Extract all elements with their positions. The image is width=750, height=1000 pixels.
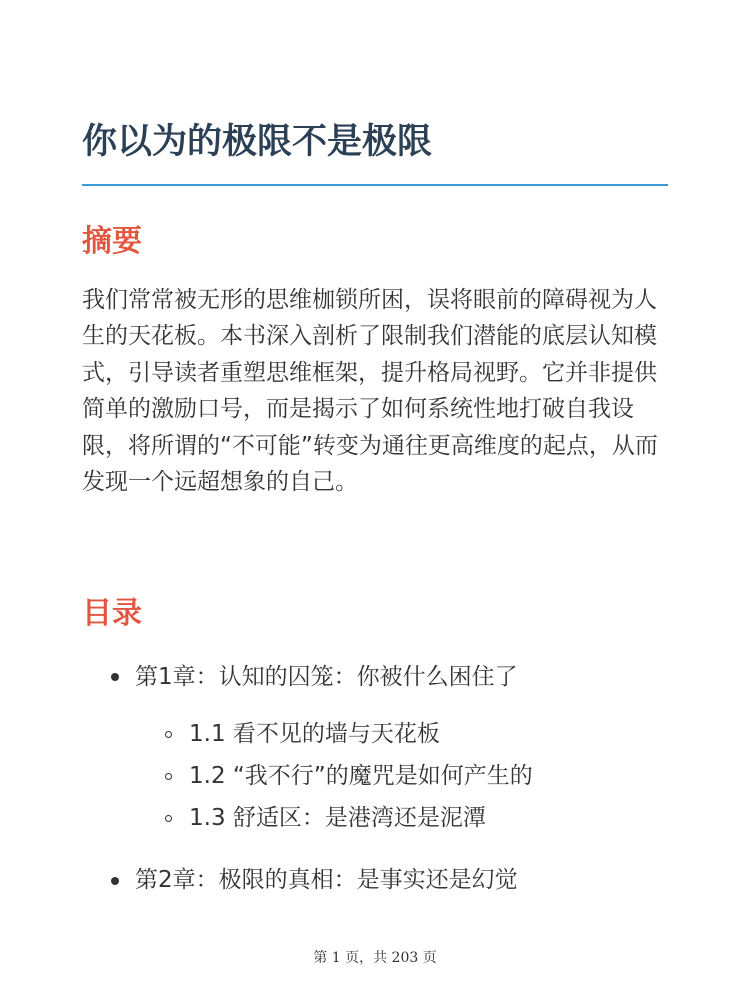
bullet-disc-icon xyxy=(111,877,119,885)
toc-chapter-2[interactable]: 第2章：极限的真相：是事实还是幻觉 xyxy=(135,867,518,893)
bullet-circle-icon xyxy=(165,731,172,738)
title-divider xyxy=(82,184,668,186)
page-footer: 第 1 页，共 203 页 xyxy=(313,950,437,966)
bullet-disc-icon xyxy=(111,673,119,681)
abstract-heading: 摘要 xyxy=(82,224,142,259)
toc-section-1-1[interactable]: 1.1 看不见的墙与天花板 xyxy=(189,721,440,747)
toc-section-1-2[interactable]: 1.2 “我不行”的魔咒是如何产生的 xyxy=(189,763,533,789)
abstract-text: 我们常常被无形的思维枷锁所困，误将眼前的障碍视为人生的天花板。本书深入剖析了限制我们潜能的底层认知模式，引导读者重塑思维框架，提升格局视野。它并非提供简单的激励口号，而是揭示了如何系统性地打破自我设限，将所谓的“不可能”转变为通往更高维度的起点，从而发现一个远超想象的自己。 xyxy=(82,287,658,496)
toc-section-1-3[interactable]: 1.3 舒适区：是港湾还是泥潭 xyxy=(189,805,486,831)
toc-chapter-1[interactable]: 第1章：认知的囚笼：你被什么困住了 xyxy=(135,664,518,690)
bullet-circle-icon xyxy=(165,815,172,822)
toc-heading: 目录 xyxy=(82,596,142,631)
bullet-circle-icon xyxy=(165,773,172,780)
document-title: 你以为的极限不是极限 xyxy=(82,122,433,162)
